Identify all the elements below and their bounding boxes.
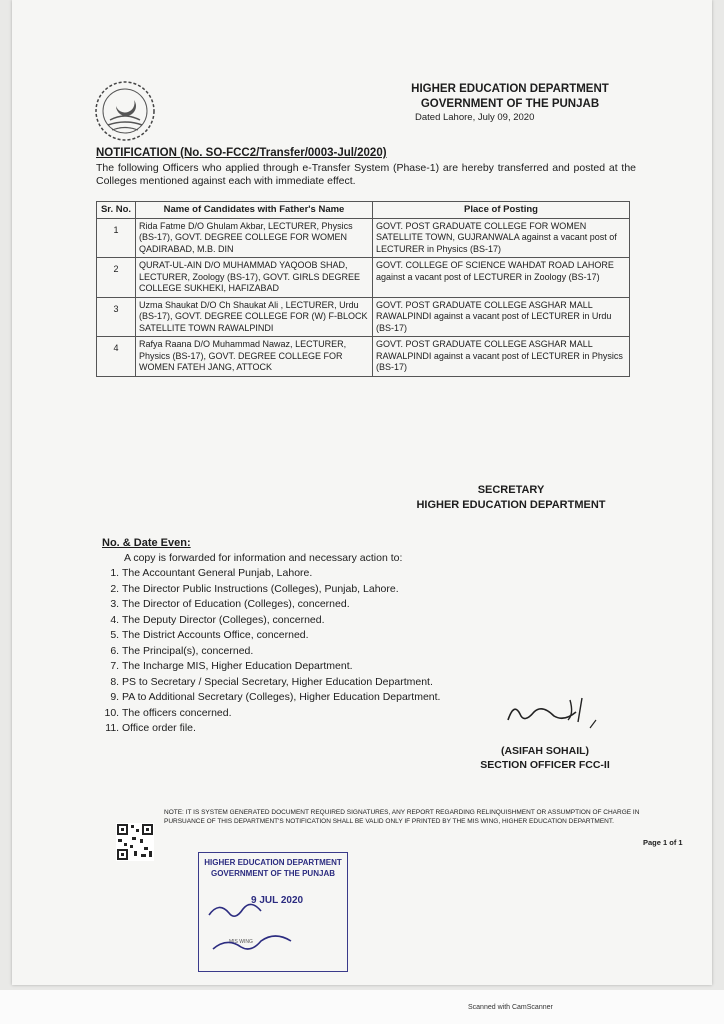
officer-title: SECTION OFFICER FCC-II (480, 759, 610, 771)
stamp-line-1: HIGHER EDUCATION DEPARTMENT (204, 858, 342, 867)
page-number: Page 1 of 1 (643, 838, 683, 847)
list-item: 1. The Accountant General Punjab, Lahore. (122, 566, 572, 582)
list-item: 2. The Director Public Instructions (Colleges), Punjab, Lahore. (122, 582, 572, 598)
punjab-emblem-icon (94, 80, 156, 142)
row-sr: 4 (97, 337, 136, 377)
row-name: QURAT-UL-AIN D/O MUHAMMAD YAQOOB SHAD, LECTURER, Zoology (BS-17), GOVT. GIRLS DEGREE COLLEGE SUKHEKI, HAFIZABAD (136, 258, 373, 298)
department-header (380, 82, 640, 112)
row-place: GOVT. POST GRADUATE COLLEGE ASGHAR MALL RAWALPINDI against a vacant post of LECTURER in Urdu (BS-17) (373, 297, 630, 337)
stamp-line-2: GOVERNMENT OF THE PUNJAB (210, 869, 335, 878)
notification-intro: The following Officers who applied through e-Transfer System (Phase-1) are hereby transferred and posted at the Colleges mentioned against each with immediate effect. (96, 162, 636, 187)
row-place: GOVT. POST GRADUATE COLLEGE ASGHAR MALL RAWALPINDI against a vacant post of LECTURER in Physics (BS-17) (373, 337, 630, 377)
list-item: 6. The Principal(s), concerned. (122, 644, 572, 660)
header-place-of-posting: Place of Posting (373, 202, 630, 219)
row-sr: 3 (97, 297, 136, 337)
handwritten-signature (500, 690, 635, 734)
receipt-stamp (198, 852, 348, 972)
row-name: Rida Fatme D/O Ghulam Akbar, LECTURER, Physics (BS-17), GOVT. DEGREE COLLEGE FOR WOMEN QADIRABAD, M.B. DIN (136, 218, 373, 258)
secretary-block (392, 483, 630, 513)
table-row (97, 258, 630, 298)
copy-forward-intro: A copy is forwarded for information and necessary action to: (124, 552, 403, 564)
row-sr: 2 (97, 258, 136, 298)
list-item: 11. Office order file. (122, 721, 572, 737)
stamp-footer: MIS WING (229, 939, 253, 945)
row-sr: 1 (97, 218, 136, 258)
stamp-handwriting (199, 853, 347, 971)
list-item: 7. The Incharge MIS, Higher Education Department. (122, 659, 572, 675)
table-row (97, 218, 630, 258)
list-item: 8. PS to Secretary / Special Secretary, Higher Education Department. (122, 675, 572, 691)
header-sr-no: Sr. No. (97, 202, 136, 219)
no-date-even-heading: No. & Date Even: (102, 537, 191, 549)
list-item: 9. PA to Additional Secretary (Colleges), Higher Education Department. (122, 690, 572, 706)
secretary-department: HIGHER EDUCATION DEPARTMENT (416, 499, 606, 511)
dated-line: Dated Lahore, July 09, 2020 (415, 112, 535, 123)
list-item: 5. The District Accounts Office, concerned. (122, 628, 572, 644)
secretary-title: SECRETARY (477, 484, 545, 496)
department-name: HIGHER EDUCATION DEPARTMENT (411, 83, 609, 95)
list-item: 3. The Director of Education (Colleges), concerned. (122, 597, 572, 613)
table-row (97, 297, 630, 337)
section-officer-block (455, 744, 635, 772)
header-candidate-name: Name of Candidates with Father's Name (136, 202, 373, 219)
list-item: 4. The Deputy Director (Colleges), concerned. (122, 613, 572, 629)
scanner-credit: Scanned with CamScanner (468, 1004, 553, 1011)
scanner-footer (0, 990, 724, 1024)
row-name: Rafya Raana D/O Muhammad Nawaz, LECTURER, Physics (BS-17), GOVT. DEGREE COLLEGE FOR WOMEN FATEH JANG, ATTOCK (136, 337, 373, 377)
table-header-row (97, 202, 630, 219)
system-note: NOTE: IT IS SYSTEM GENERATED DOCUMENT REQUIRED SIGNATURES, ANY REPORT REGARDING RELINQUISHMENT OR ASSUMPTION OF CHARGE IN PURSUANCE OF THIS DEPARTMENT'S NOTIFICATION SHALL BE VALID ONLY IF PRINTED BY THE MIS WING, HIGHER EDUCATION DEPARTMENT. (164, 809, 640, 825)
stamp-date: 9 JUL 2020 (251, 895, 304, 906)
table-row (97, 337, 630, 377)
government-name: GOVERNMENT OF THE PUNJAB (420, 98, 600, 110)
transfer-table (96, 201, 630, 377)
row-place: GOVT. POST GRADUATE COLLEGE FOR WOMEN SATELLITE TOWN, GUJRANWALA against a vacant post of LECTURER in Physics (BS-17) (373, 218, 630, 258)
list-item: 10. The officers concerned. (122, 706, 572, 722)
row-name: Uzma Shaukat D/O Ch Shaukat Ali , LECTURER, Urdu (BS-17), GOVT. DEGREE COLLEGE FOR (W) F-BLOCK SATELLITE TOWN RAWALPINDI (136, 297, 373, 337)
row-place: GOVT. COLLEGE OF SCIENCE WAHDAT ROAD LAHORE against a vacant post of LECTURER in Zoology (BS-17) (373, 258, 630, 298)
notification-title: NOTIFICATION (No. SO-FCC2/Transfer/0003-Jul/2020) (96, 147, 387, 159)
officer-name: (ASIFAH SOHAIL) (500, 745, 590, 757)
qr-code-icon (116, 823, 154, 861)
